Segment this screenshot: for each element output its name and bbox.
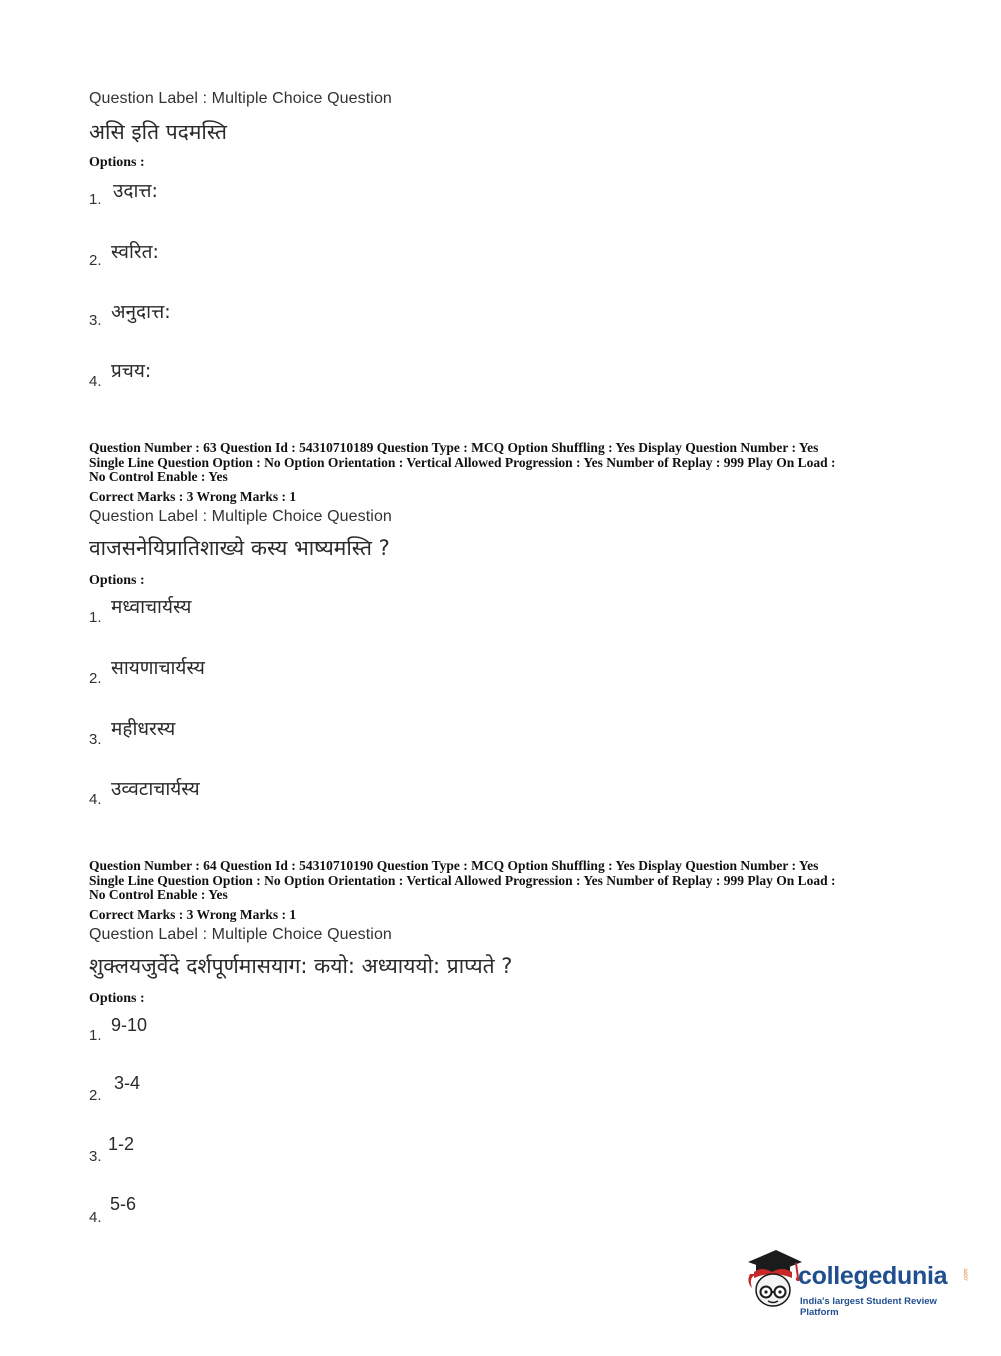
meta-line: Question Number : 63 Question Id : 54310710189 Question Type : MCQ Option Shuffling : Yes Display Question Number : Yes bbox=[89, 440, 819, 455]
option-text: 1-2 bbox=[108, 1134, 135, 1154]
option-text: सायणाचार्यस्य bbox=[111, 657, 205, 679]
logo-wordmark: collegedunia bbox=[798, 1262, 948, 1290]
option-number: 4. bbox=[89, 1209, 102, 1226]
question-label: Question Label : Multiple Choice Question bbox=[89, 926, 392, 943]
meta-line: No Control Enable : Yes bbox=[89, 469, 228, 484]
option-text: 3-4 bbox=[114, 1073, 141, 1093]
option-number: 1. bbox=[89, 609, 102, 626]
option-text: अनुदात्त: bbox=[111, 301, 171, 323]
option-text: उदात्त: bbox=[113, 180, 158, 202]
question-meta bbox=[89, 441, 919, 485]
mascot-icon bbox=[742, 1248, 802, 1314]
option-text: प्रचय: bbox=[111, 360, 152, 382]
question-label: Question Label : Multiple Choice Question bbox=[89, 90, 392, 107]
meta-line: Single Line Question Option : No Option Orientation : Vertical Allowed Progression : Yes Number of Replay : 999 Play On Load : bbox=[89, 872, 836, 888]
question-text: शुक्लयजुर्वेदे दर्शपूर्णमासयाग: कयो: अध्याययो: प्राप्यते ? bbox=[89, 954, 513, 978]
meta-line: No Control Enable : Yes bbox=[89, 887, 228, 902]
question-text: वाजसनेयिप्रातिशाख्ये कस्य भाष्यमस्ति ? bbox=[89, 536, 390, 560]
option-text: मध्वाचार्यस्य bbox=[111, 596, 192, 618]
options-heading: Options : bbox=[89, 155, 145, 170]
option-number: 3. bbox=[89, 312, 102, 329]
option-text: महीधरस्य bbox=[111, 718, 176, 740]
option-text: 5-6 bbox=[110, 1194, 137, 1214]
option-number: 2. bbox=[89, 1087, 102, 1104]
option-number: 1. bbox=[89, 191, 102, 208]
logo-suffix: .com bbox=[963, 1268, 970, 1282]
option-text: स्वरित: bbox=[111, 241, 159, 263]
marks-line: Correct Marks : 3 Wrong Marks : 1 bbox=[89, 489, 297, 504]
logo-tagline: India's largest Student Review Platform bbox=[800, 1296, 937, 1318]
question-text: असि इति पदमस्ति bbox=[89, 120, 227, 144]
option-number: 1. bbox=[89, 1027, 102, 1044]
option-text: 9-10 bbox=[111, 1015, 148, 1035]
question-label: Question Label : Multiple Choice Question bbox=[89, 508, 392, 525]
meta-line: Single Line Question Option : No Option Orientation : Vertical Allowed Progression : Yes Number of Replay : 999 Play On Load : bbox=[89, 454, 836, 470]
option-number: 3. bbox=[89, 1148, 102, 1165]
option-number: 2. bbox=[89, 670, 102, 687]
option-number: 4. bbox=[89, 791, 102, 808]
options-heading: Options : bbox=[89, 991, 145, 1006]
meta-line: Question Number : 64 Question Id : 54310710190 Question Type : MCQ Option Shuffling : Yes Display Question Number : Yes bbox=[89, 858, 819, 873]
option-number: 3. bbox=[89, 731, 102, 748]
options-heading: Options : bbox=[89, 573, 145, 588]
collegedunia-logo bbox=[742, 1248, 972, 1318]
option-number: 4. bbox=[89, 373, 102, 390]
question-meta bbox=[89, 859, 919, 903]
option-number: 2. bbox=[89, 252, 102, 269]
marks-line: Correct Marks : 3 Wrong Marks : 1 bbox=[89, 907, 297, 922]
option-text: उव्वटाचार्यस्य bbox=[111, 778, 200, 800]
